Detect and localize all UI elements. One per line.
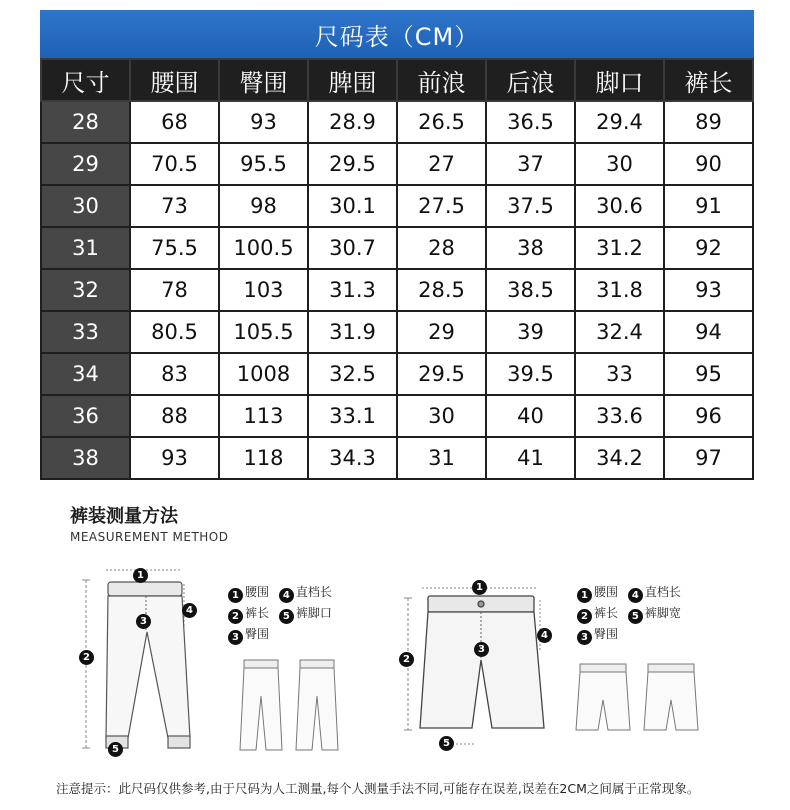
short-legend-item (628, 603, 681, 624)
header-row (41, 59, 753, 101)
table-cell: 27 (397, 143, 486, 185)
short-legend-item (577, 582, 618, 603)
header-leg-opening: 脚口 (575, 59, 664, 101)
long-legend-item (228, 603, 269, 624)
table-cell: 89 (664, 101, 753, 143)
short-marker-2: 2 (399, 652, 414, 667)
num-icon: 2 (228, 609, 243, 624)
table-cell: 37 (486, 143, 575, 185)
table-cell: 41 (486, 437, 575, 479)
long-marker-5: 5 (108, 742, 123, 757)
table-cell: 96 (664, 395, 753, 437)
table-cell: 33 (575, 353, 664, 395)
header-size: 尺寸 (41, 59, 130, 101)
table-cell: 31.2 (575, 227, 664, 269)
table-cell: 37.5 (486, 185, 575, 227)
long-marker-1: 1 (133, 568, 148, 583)
table-cell: 28 (397, 227, 486, 269)
table-cell: 31.8 (575, 269, 664, 311)
method-subtitle: MEASUREMENT METHOD (70, 530, 229, 544)
header-waist: 腰围 (130, 59, 219, 101)
legend-label: 裤脚宽 (644, 606, 681, 620)
long-legend-item (279, 603, 332, 624)
table-cell: 39 (486, 311, 575, 353)
size-cell: 30 (41, 185, 130, 227)
header-front-rise: 前浪 (397, 59, 486, 101)
header-length: 裤长 (664, 59, 753, 101)
header-thigh: 脾围 (308, 59, 397, 101)
table-cell: 32.4 (575, 311, 664, 353)
legend-label: 裤长 (594, 606, 619, 620)
table-cell: 113 (219, 395, 308, 437)
long-marker-3: 3 (136, 614, 151, 629)
legend-label: 直档长 (295, 585, 332, 599)
table-cell: 32.5 (308, 353, 397, 395)
table-cell: 28.5 (397, 269, 486, 311)
long-pants-legend (228, 582, 358, 645)
long-legend-item (228, 624, 269, 645)
legend-label: 臀围 (594, 627, 619, 641)
size-cell: 29 (41, 143, 130, 185)
shorts-legend (577, 582, 717, 645)
table-cell: 92 (664, 227, 753, 269)
table-cell: 34.2 (575, 437, 664, 479)
table-cell: 29 (397, 311, 486, 353)
table-row (41, 227, 753, 269)
table-cell: 30.6 (575, 185, 664, 227)
long-marker-2: 2 (79, 650, 94, 665)
table-cell: 30.1 (308, 185, 397, 227)
num-icon: 3 (228, 630, 243, 645)
num-icon: 3 (577, 630, 592, 645)
table-row (41, 143, 753, 185)
table-cell: 29.5 (308, 143, 397, 185)
table-cell: 31.3 (308, 269, 397, 311)
table-cell: 70.5 (130, 143, 219, 185)
num-icon: 2 (577, 609, 592, 624)
legend-label: 腰围 (594, 585, 619, 599)
table-cell: 91 (664, 185, 753, 227)
shorts-diagram (400, 582, 560, 752)
size-chart (40, 10, 754, 480)
table-cell: 30 (575, 143, 664, 185)
header-hip: 臀围 (219, 59, 308, 101)
table-cell: 90 (664, 143, 753, 185)
short-legend-item (577, 603, 618, 624)
short-legend-item (577, 624, 618, 645)
table-cell: 118 (219, 437, 308, 479)
table-row (41, 185, 753, 227)
table-cell: 29.4 (575, 101, 664, 143)
table-cell: 80.5 (130, 311, 219, 353)
table-cell: 30 (397, 395, 486, 437)
table-row (41, 311, 753, 353)
long-marker-4: 4 (182, 603, 197, 618)
num-icon: 1 (228, 588, 243, 603)
table-cell: 95.5 (219, 143, 308, 185)
long-pants-thumbnails (234, 656, 354, 756)
table-cell: 36.5 (486, 101, 575, 143)
table-cell: 97 (664, 437, 753, 479)
size-chart-title: 尺码表（CM） (40, 10, 754, 58)
short-marker-5: 5 (439, 736, 454, 751)
legend-label: 腰围 (245, 585, 270, 599)
size-cell: 28 (41, 101, 130, 143)
num-icon: 4 (628, 588, 643, 603)
measurement-note: 注意提示：此尺码仅供参考,由于尺码为人工测量,每个人测量手法不同,可能存在误差,误差在2CM之间属于正常现象。 (56, 781, 700, 796)
table-cell: 73 (130, 185, 219, 227)
legend-label: 裤长 (245, 606, 270, 620)
long-legend-item (279, 582, 332, 603)
size-table (40, 58, 754, 480)
table-cell: 93 (130, 437, 219, 479)
table-cell: 31.9 (308, 311, 397, 353)
num-icon: 5 (628, 609, 643, 624)
legend-label: 裤脚口 (295, 606, 332, 620)
table-cell: 38.5 (486, 269, 575, 311)
short-marker-1: 1 (472, 580, 487, 595)
table-cell: 68 (130, 101, 219, 143)
table-cell: 40 (486, 395, 575, 437)
table-cell: 105.5 (219, 311, 308, 353)
size-cell: 33 (41, 311, 130, 353)
table-cell: 30.7 (308, 227, 397, 269)
method-title: 裤装测量方法 (70, 506, 178, 527)
table-cell: 103 (219, 269, 308, 311)
table-cell: 93 (664, 269, 753, 311)
table-cell: 1008 (219, 353, 308, 395)
table-cell: 26.5 (397, 101, 486, 143)
legend-label: 臀围 (245, 627, 270, 641)
num-icon: 5 (279, 609, 294, 624)
size-cell: 31 (41, 227, 130, 269)
table-cell: 34.3 (308, 437, 397, 479)
table-cell: 98 (219, 185, 308, 227)
table-cell: 78 (130, 269, 219, 311)
size-cell: 34 (41, 353, 130, 395)
table-cell: 75.5 (130, 227, 219, 269)
table-cell: 93 (219, 101, 308, 143)
table-cell: 83 (130, 353, 219, 395)
size-cell: 32 (41, 269, 130, 311)
table-cell: 33.1 (308, 395, 397, 437)
table-row (41, 269, 753, 311)
short-legend-item (628, 582, 681, 603)
table-cell: 94 (664, 311, 753, 353)
short-marker-3: 3 (474, 642, 489, 657)
table-cell: 29.5 (397, 353, 486, 395)
table-cell: 88 (130, 395, 219, 437)
legend-label: 直档长 (644, 585, 681, 599)
table-row (41, 437, 753, 479)
table-cell: 27.5 (397, 185, 486, 227)
table-cell: 95 (664, 353, 753, 395)
short-marker-4: 4 (537, 628, 552, 643)
table-cell: 38 (486, 227, 575, 269)
table-cell: 33.6 (575, 395, 664, 437)
long-legend-item (228, 582, 269, 603)
table-cell: 31 (397, 437, 486, 479)
table-cell: 39.5 (486, 353, 575, 395)
size-cell: 36 (41, 395, 130, 437)
table-cell: 100.5 (219, 227, 308, 269)
table-row (41, 353, 753, 395)
table-row (41, 101, 753, 143)
num-icon: 1 (577, 588, 592, 603)
header-back-rise: 后浪 (486, 59, 575, 101)
num-icon: 4 (279, 588, 294, 603)
table-cell: 28.9 (308, 101, 397, 143)
shorts-thumbnails (572, 660, 702, 736)
size-cell: 38 (41, 437, 130, 479)
table-row (41, 395, 753, 437)
